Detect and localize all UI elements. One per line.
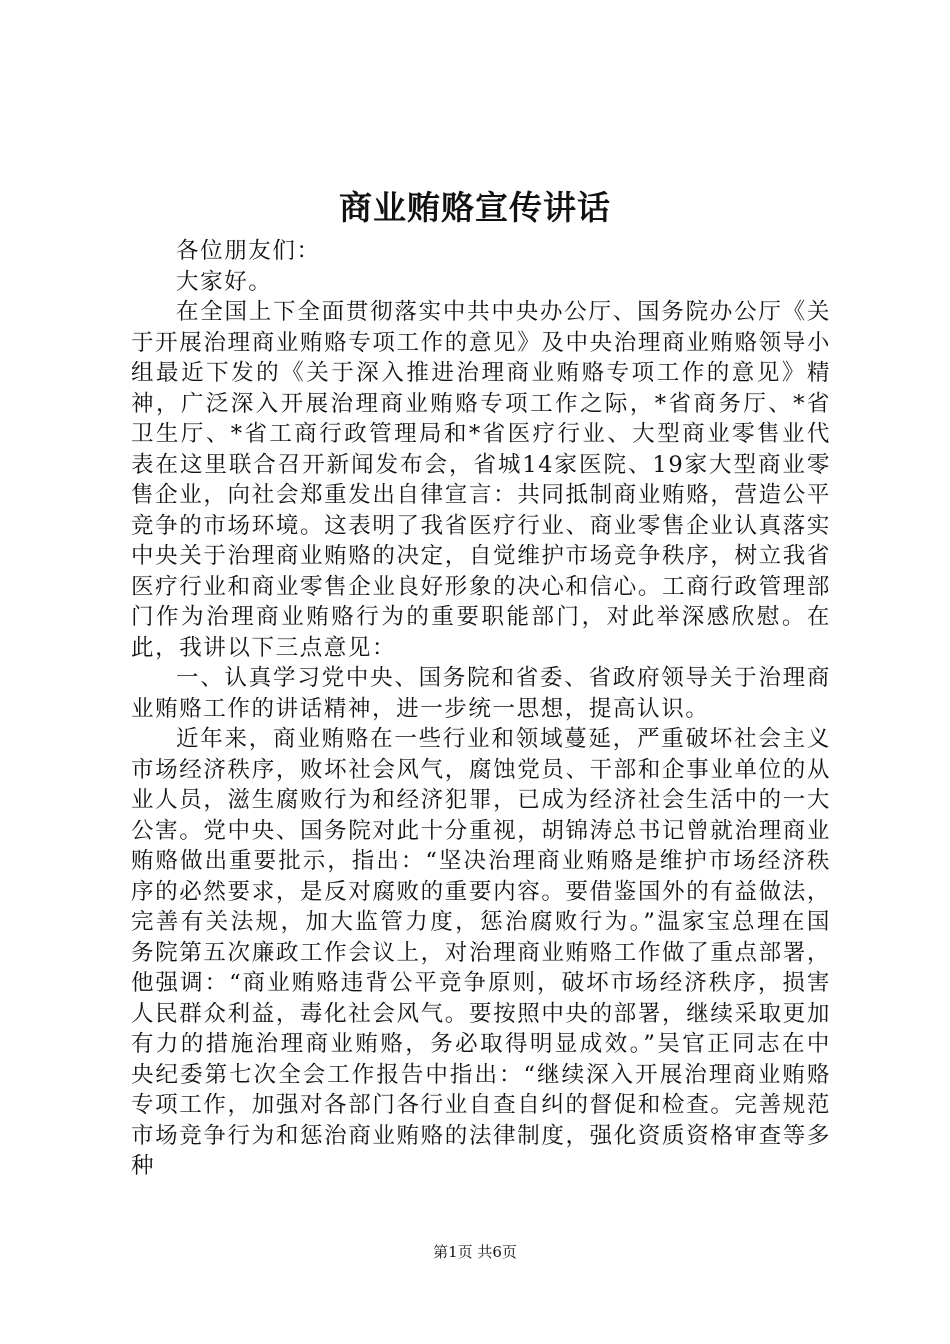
salutation-paragraph: 大家好。 [176,268,273,295]
document-body [131,236,831,1182]
section-heading-paragraph: 一、认真学习党中央、国务院和省委、省政府领导关于治理商业贿赂工作的讲话精神，进一步统一思想，提高认识。 [131,665,831,722]
intro-paragraph: 在全国上下全面贯彻落实中共中央办公厅、国务院办公厅《关于开展治理商业贿赂专项工作的意见》及中央治理商业贿赂领导小组最近下发的《关于深入推进治理商业贿赂专项工作的意见》精神，广泛深入开展治理商业贿赂专项工作之际，*省商务厅、*省卫生厅、*省工商行政管理局和*省医疗行业、大型商业零售业代表在这里联合召开新闻发布会，省城14家医院、19家大型商业零售企业，向社会郑重发出自律宣言：共同抵制商业贿赂，营造公平竞争的市场环境。这表明了我省医疗行业、商业零售企业认真落实中央关于治理商业贿赂的决定，自觉维护市场竞争秩序，树立我省医疗行业和商业零售企业良好形象的决心和信心。工商行政管理部门作为治理商业贿赂行为的重要职能部门，对此举深感欣慰。在此，我讲以下三点意见： [131,299,831,661]
document-title: 商业贿赂宣传讲话 [339,188,611,227]
page-footer: 第1页 共6页 [433,1243,517,1261]
body-paragraph: 近年来，商业贿赂在一些行业和领域蔓延，严重破坏社会主义市场经济秩序，败坏社会风气，腐蚀党员、干部和企事业单位的从业人员，滋生腐败行为和经济犯罪，已成为经济社会生活中的一大公害。党中央、国务院对此十分重视，胡锦涛总书记曾就治理商业贿赂做出重要批示，指出：“坚决治理商业贿赂是维护市场经济秩序的必然要求，是反对腐败的重要内容。要借鉴国外的有益做法，完善有关法规，加大监管力度，惩治腐败行为。”温家宝总理在国务院第五次廉政工作会议上，对治理商业贿赂工作做了重点部署，他强调：“商业贿赂违背公平竞争原则，破坏市场经济秩序，损害人民群众利益，毒化社会风气。要按照中央的部署，继续采取更加有力的措施治理商业贿赂，务必取得明显成效。”吴官正同志在中央纪委第七次全会工作报告中指出：“继续深入开展治理商业贿赂专项工作，加强对各部门各行业自查自纠的督促和检查。完善规范市场竞争行为和惩治商业贿赂的法律制度，强化资质资格审查等多种 [131,726,831,1179]
greeting-paragraph: 各位朋友们： [176,238,321,264]
